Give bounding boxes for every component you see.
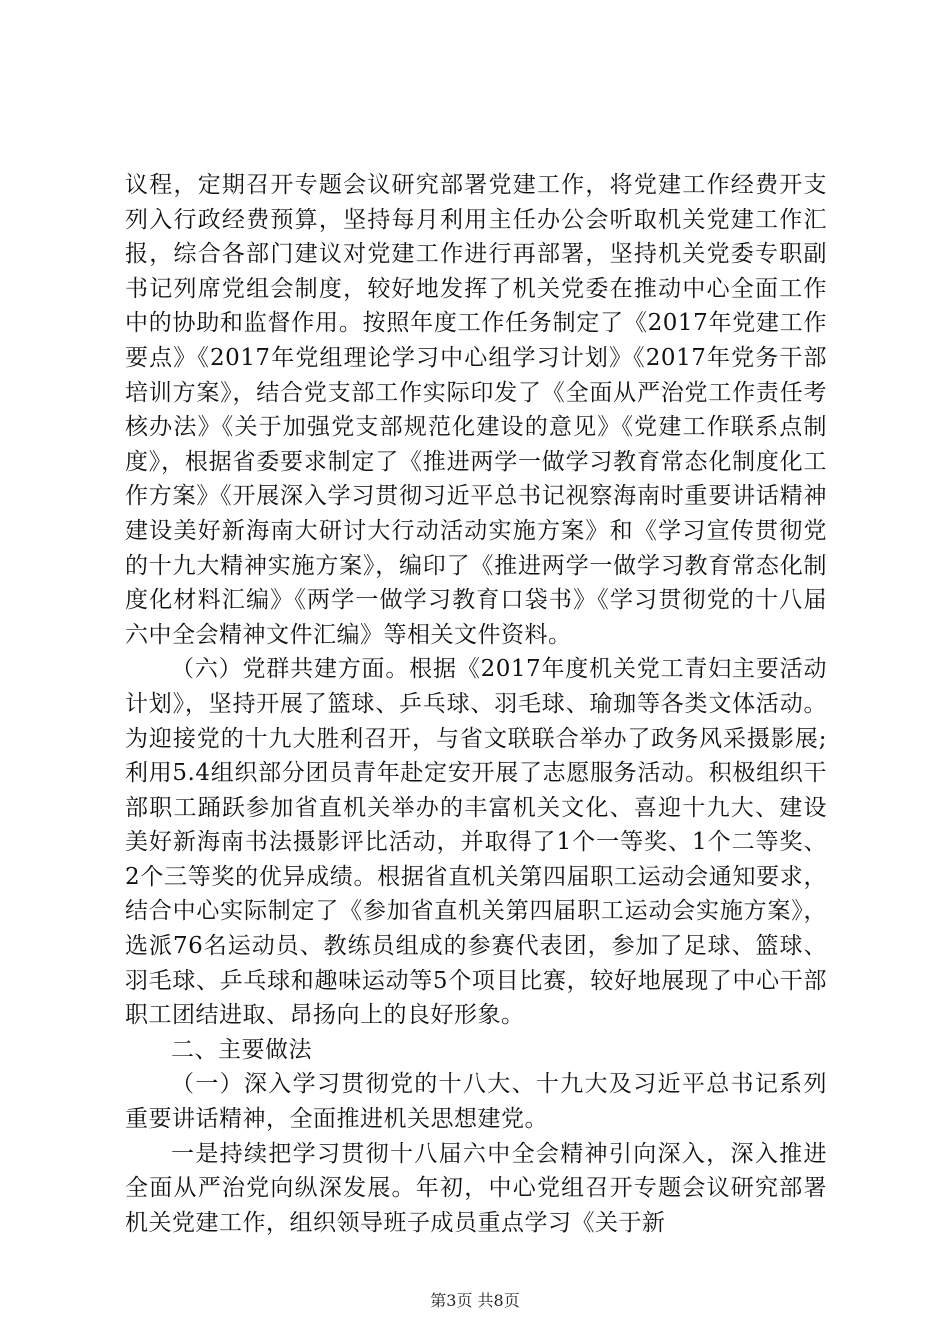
document-body <box>125 168 827 1240</box>
section-heading-main-practices: 二、主要做法 <box>171 1036 312 1063</box>
paragraph-continuation: 议程，定期召开专题会议研究部署党建工作，将党建工作经费开支列入行政经费预算，坚持每月利用主任办公会听取机关党建工作汇报，综合各部门建议对党建工作进行再部署，坚持机关党委专职副书记列席党组会制度，较好地发挥了机关党委在推动中心全面工作中的协助和监督作用。按照年度工作任务制定了《2017年党建工作要点》《2017年党组理论学习中心组学习计划》《2017年党务干部培训方案》，结合党支部工作实际印发了《全面从严治党工作责任考核办法》《关于加强党支部规范化建设的意见》《党建工作联系点制度》，根据省委要求制定了《推进两学一做学习教育常态化制度化工作方案》《开展深入学习贯彻习近平总书记视察海南时重要讲话精神建设美好新海南大研讨大行动活动实施方案》和《学习宣传贯彻党的十九大精神实施方案》，编印了《推进两学一做学习教育常态化制度化材料汇编》《两学一做学习教育口袋书》《学习贯彻党的十八届六中全会精神文件汇编》等相关文件资料。 <box>125 172 827 648</box>
paragraph-section-six: （六）党群共建方面。根据《2017年度机关党工青妇主要活动计划》，坚持开展了篮球、乒乓球、羽毛球、瑜珈等各类文体活动。为迎接党的十九大胜利召开，与省文联联合举办了政务风采摄影展;利用5.4组织部分团员青年赴定安开展了志愿服务活动。积极组织干部职工踊跃参加省直机关举办的丰富机关文化、喜迎十九大、建设美好新海南书法摄影评比活动，并取得了1个一等奖、1个二等奖、2个三等奖的优异成绩。根据省直机关第四届职工运动会通知要求，结合中心实际制定了《参加省直机关第四届职工运动会实施方案》，选派76名运动员、教练员组成的参赛代表团，参加了足球、篮球、羽毛球、乒乓球和趣味运动等5个项目比赛，较好地展现了中心干部职工团结进取、昂扬向上的良好形象。 <box>125 656 827 1029</box>
page-footer: 第3页 共8页 <box>430 1291 520 1310</box>
paragraph-point-one: 一是持续把学习贯彻十八届六中全会精神引向深入，深入推进全面从严治党向纵深发展。年初，中心党组召开专题会议研究部署机关党建工作，组织领导班子成员重点学习《关于新 <box>125 1140 827 1236</box>
subsection-heading-one: （一）深入学习贯彻党的十八大、十九大及习近平总书记系列重要讲话精神，全面推进机关思想建党。 <box>125 1071 827 1133</box>
